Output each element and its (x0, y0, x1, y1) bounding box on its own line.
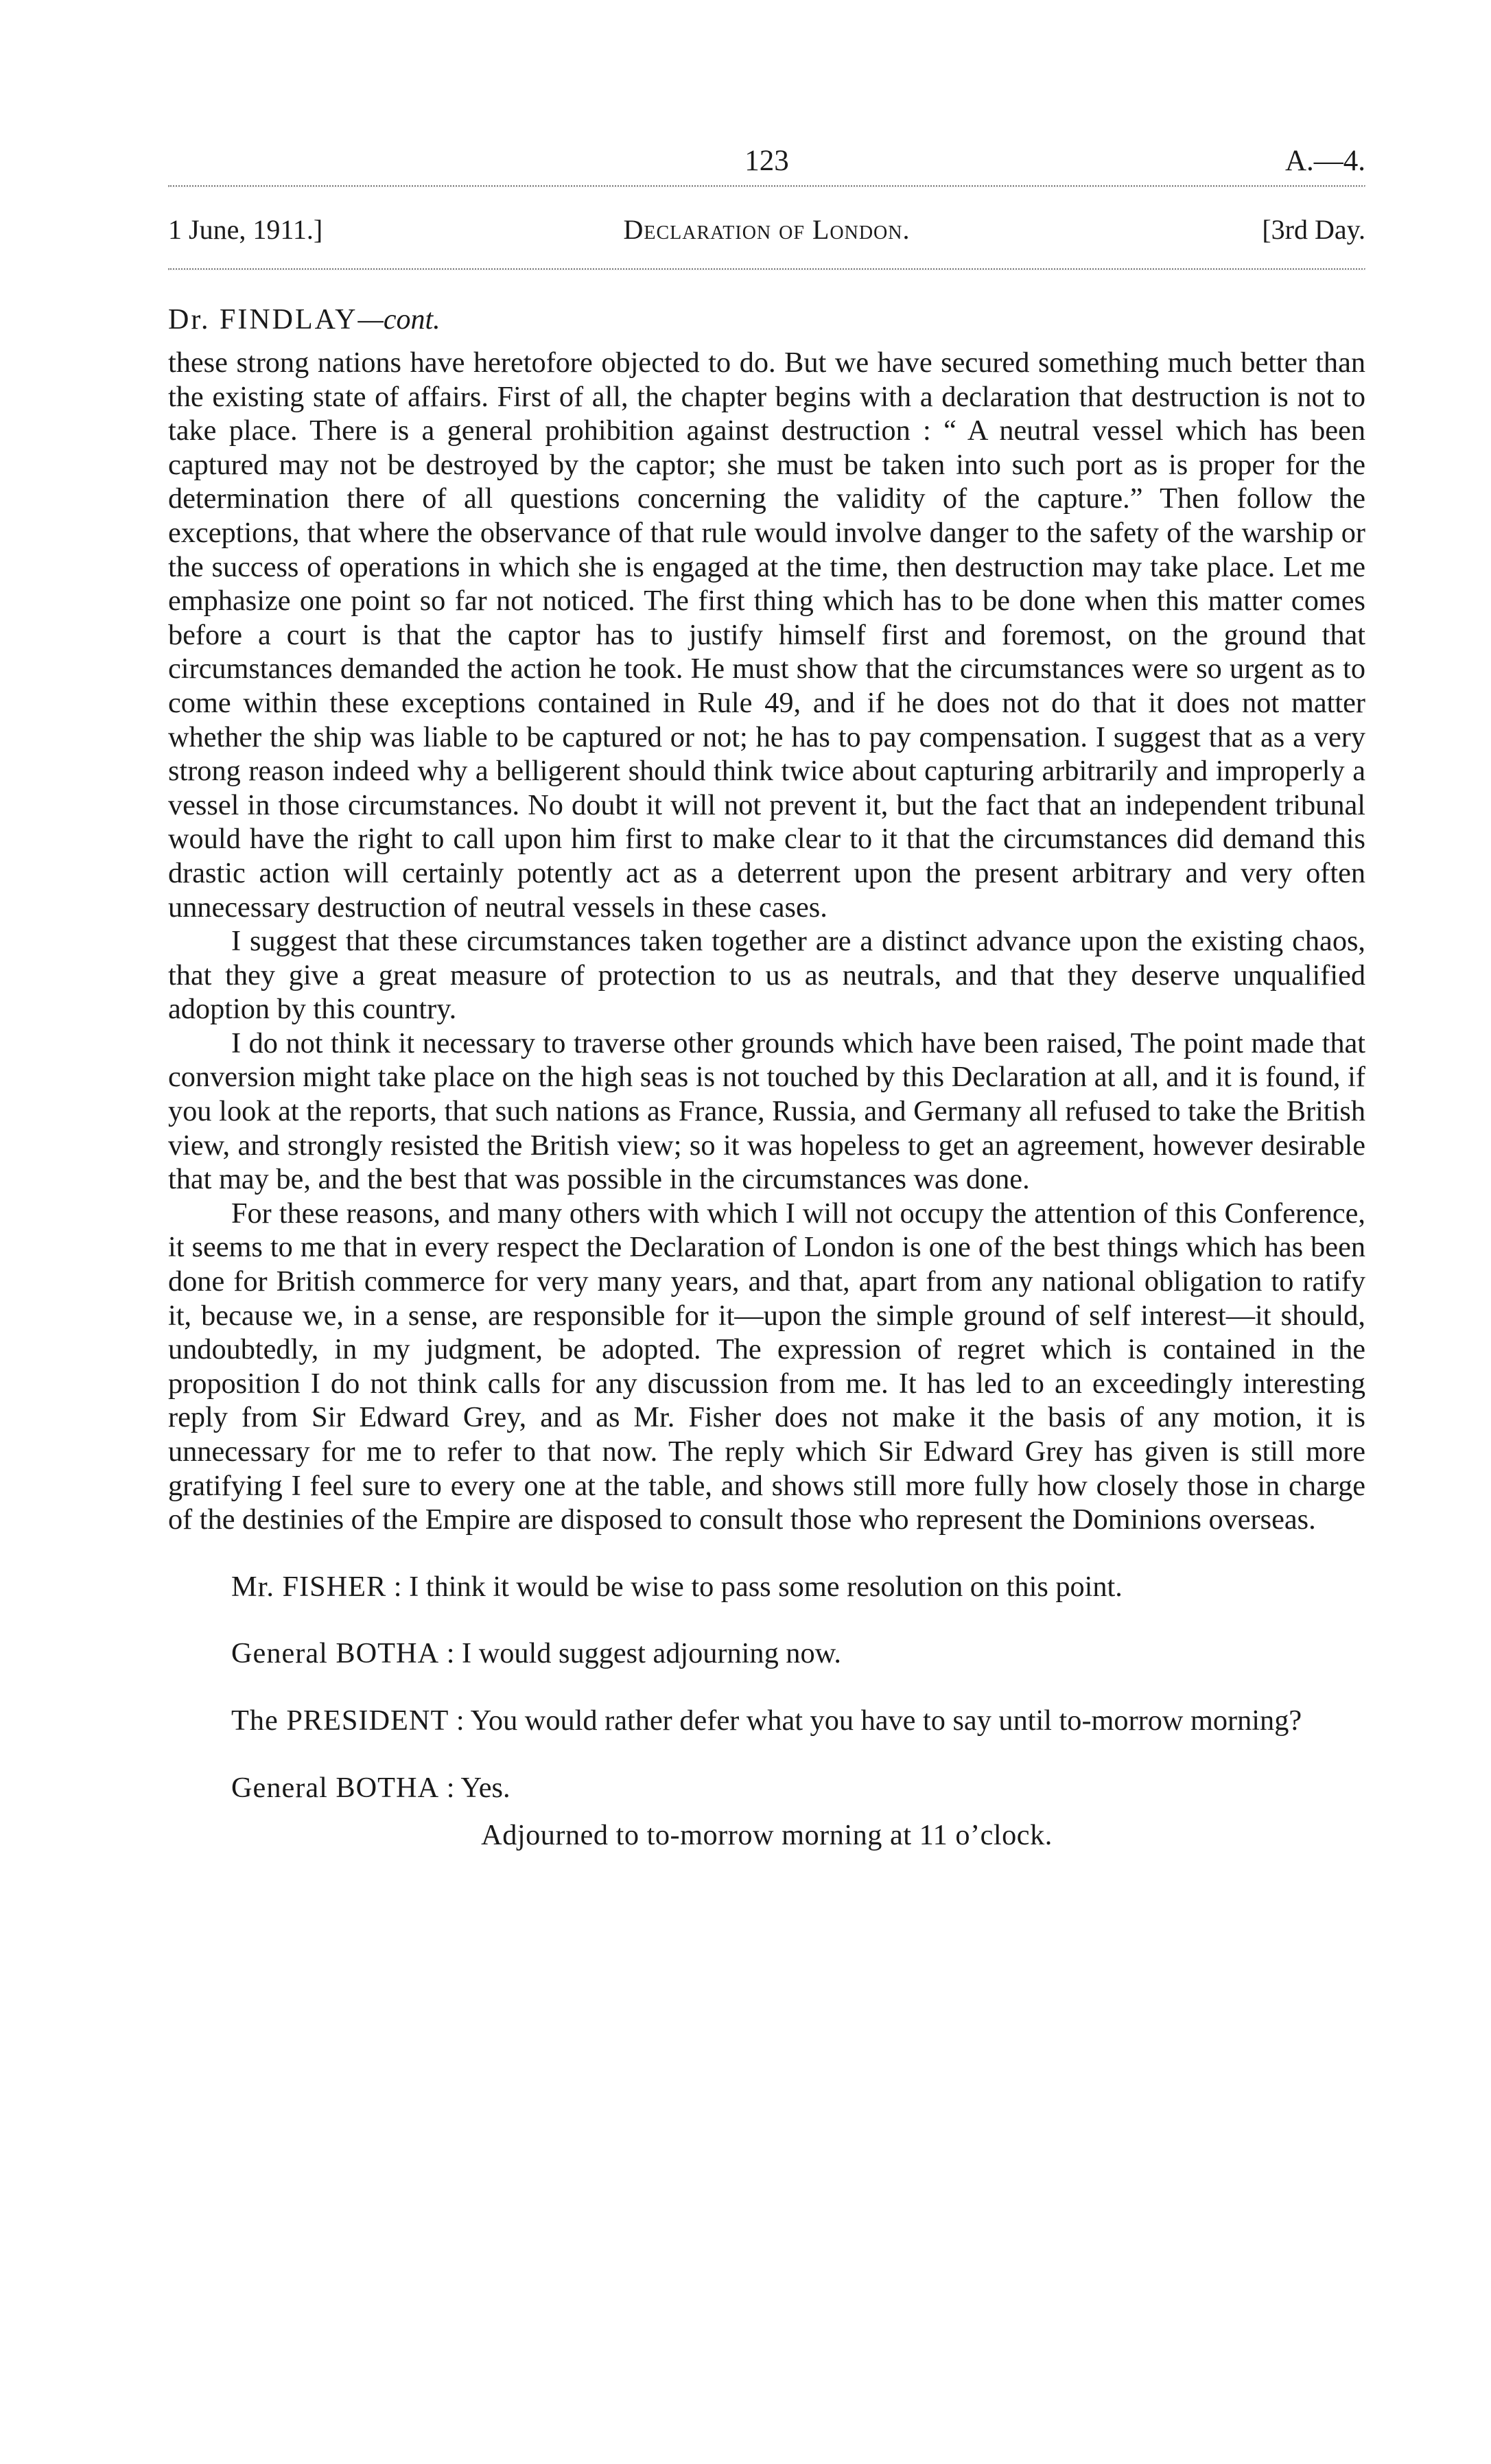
exchange-text: Yes. (460, 1771, 510, 1804)
adjournment-note: Adjourned to to-morrow morning at 11 o’clock. (481, 1819, 1053, 1852)
speaker-name: Dr. FINDLAY (168, 304, 358, 336)
exchange-speaker: General BOTHA (231, 1637, 440, 1670)
running-header (168, 137, 1365, 185)
paragraph: these strong nations have heretofore objected to do. But we have secured something much better than the existing state of affairs. First of all, the chapter begins with a declaration that destruction is not to take place. There is a general prohibition against destruction : “ A neutral vessel which has been captured may not be destroyed by the captor; she must be taken into such port as is proper for the determination there of all questions concerning the validity of the capture.” Then follow the exceptions, that where the observance of that rule would involve danger to the safety of the warship or the success of operations in which she is engaged at the time, then destruction may take place. Let me emphasize one point so far not noticed. The first thing which has to be done when this matter comes before a court is that the captor has to justify himself first and foremost, on the ground that circumstances demanded the action he took. He must show that the circumstances were so urgent as to come within these exceptions contained in Rule 49, and if he does not do that it does not matter whether the ship was liable to be captured or not; he has to pay compensation. I suggest that as a very strong reason indeed why a belligerent should think twice about capturing arbitrarily and improperly a vessel in those circumstances. No doubt it will not prevent it, but the fact that an independent tribunal would have the right to call upon him first to make clear to it that the circumstances did demand this drastic action will certainly potently act as a deterrent upon the present arbitrary and very often unnecessary destruction of neutral vessels in these cases. (168, 347, 1365, 924)
speech-body (168, 346, 1365, 1537)
exchange-text: I would suggest adjourning now. (462, 1637, 841, 1670)
header-bar (168, 187, 1365, 268)
speaker-cont: —cont. (357, 304, 441, 336)
header-title: Declaration of London. (623, 214, 911, 245)
exchange-text: You would rather defer what you have to say until to-morrow morning? (470, 1704, 1302, 1737)
speaker-continuation (168, 303, 1365, 336)
exchange-speaker: Mr. FISHER (231, 1570, 387, 1603)
header-date: 1 June, 1911.] (168, 214, 323, 245)
paragraph: I do not think it necessary to traverse other grounds which have been raised, The point made that conversion might take place on the high seas is not touched by this Declaration at all, and it is found, if you look at the reports, that such nations as France, Russia, and Germany all refused to take the British view, and strongly resisted the British view; so it was hopeless to get an agreement, however desirable that may be, and the best that was possible in the circumstances was done. (168, 1026, 1365, 1196)
exchange-speaker: The PRESIDENT (231, 1704, 449, 1737)
paragraph: I suggest that these circumstances taken together are a distinct advance upon the existing chaos, that they give a great measure of protection to us as neutrals, and that they deserve unqualified adoption by this country. (168, 925, 1365, 1026)
header-day: [3rd Day. (1262, 214, 1365, 245)
exchange: General BOTHA : I would suggest adjourning now. (231, 1637, 841, 1670)
header-rule-bottom (168, 268, 1365, 270)
exchange: The PRESIDENT : You would rather defer what you have to say until to-morrow morning? (231, 1704, 1302, 1737)
exchange-text: I think it would be wise to pass some resolution on this point. (409, 1570, 1123, 1603)
exchange: Mr. FISHER : I think it would be wise to pass some resolution on this point. (231, 1570, 1123, 1603)
document-code: A.—4. (1284, 145, 1365, 177)
exchange: General BOTHA : Yes. (231, 1771, 510, 1804)
exchange-speaker: General BOTHA (231, 1771, 440, 1804)
dialogue (168, 1570, 1365, 1805)
page-number: 123 (744, 145, 789, 177)
paragraph: For these reasons, and many others with which I will not occupy the attention of this Conference, it seems to me that in every respect the Declaration of London is one of the best things which has been done for British commerce for very many years, and that, apart from any national obligation to ratify it, because we, in a sense, are responsible for it—upon the simple ground of self interest—it should, undoubtedly, in my judgment, be adopted. The expression of regret which is contained in the proposition I do not think calls for any discussion from me. It has led to an exceedingly interesting reply from Sir Edward Grey, and as Mr. Fisher does not make it the basis of any motion, it is unnecessary for me to refer to that now. The reply which Sir Edward Grey has given is still more gratifying I feel sure to every one at the table, and shows still more fully how closely those in charge of the destinies of the Empire are disposed to consult those who represent the Dominions overseas. (168, 1197, 1365, 1536)
document-page (168, 137, 1365, 1852)
